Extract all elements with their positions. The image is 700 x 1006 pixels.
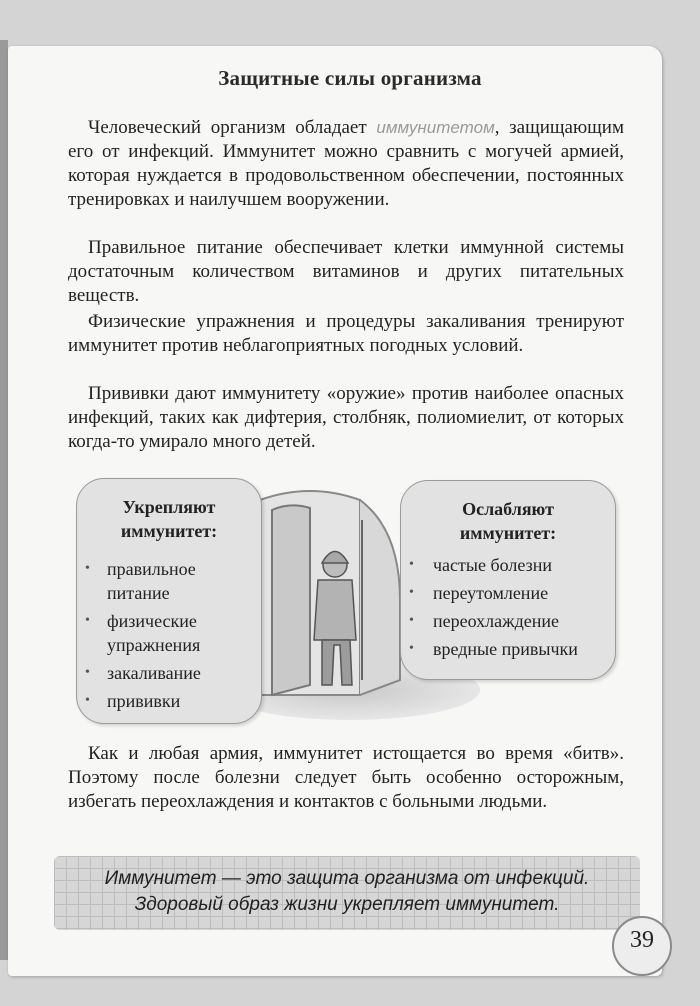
weaken-immunity-box bbox=[400, 480, 616, 680]
paragraph-nutrition-text: Правильное питание обеспечивает клетки иммунной системы достаточным количеством витаминов и других питательных веществ. bbox=[68, 237, 624, 306]
page-number: 39 bbox=[630, 927, 654, 953]
paragraph-immunity bbox=[68, 116, 624, 212]
door-leaf bbox=[272, 505, 310, 695]
list-item: • переутомление bbox=[401, 581, 615, 605]
paragraph-exercise bbox=[68, 310, 624, 358]
term-immunity: иммунитетом bbox=[376, 118, 495, 137]
guard-doorway-illustration bbox=[250, 480, 420, 710]
weaken-title-line2: иммунитет: bbox=[459, 523, 557, 543]
weaken-title-line1: Ослабляют bbox=[462, 499, 554, 519]
page-edge bbox=[0, 40, 8, 960]
list-item: • вредные привычки bbox=[401, 637, 615, 661]
immunity-illustration bbox=[70, 470, 630, 730]
paragraph-nutrition bbox=[68, 236, 624, 308]
paragraph-recovery bbox=[68, 742, 624, 814]
summary-line-1: Иммунитет — это защита организма от инфекций. bbox=[104, 868, 590, 889]
strengthen-immunity-box bbox=[76, 478, 262, 724]
strengthen-list bbox=[77, 557, 261, 713]
paragraph-vaccination bbox=[68, 382, 624, 454]
list-item: • правильное питание bbox=[77, 557, 217, 605]
list-item: • физические упражнения bbox=[77, 609, 227, 657]
paragraph-immunity-rest: , защищающим его от инфекций. Иммунитет можно сравнить с могучей армией, которая нуждается в продовольственном обеспечении, постоянных тренировках и наилучшем вооружении. bbox=[68, 117, 624, 210]
page-title: Защитные силы организма bbox=[218, 66, 482, 90]
strengthen-title-line2: иммунитет: bbox=[120, 521, 218, 541]
list-item: • частые болезни bbox=[401, 553, 615, 577]
paragraph-recovery-text: Как и любая армия, иммунитет истощается во время «битв». Поэтому после болезни следует быть особенно осторожным, избегать переохлаждения и контактов с больными людьми. bbox=[68, 743, 624, 812]
paragraph-immunity-lead: Человеческий организм обладает bbox=[88, 117, 377, 138]
strengthen-title-line1: Укрепляют bbox=[122, 497, 216, 517]
paragraph-exercise-text: Физические упражнения и процедуры закаливания тренируют иммунитет против неблагоприятных погодных условий. bbox=[68, 311, 624, 356]
list-item: • переохлаждение bbox=[401, 609, 615, 633]
guard-body bbox=[314, 580, 356, 640]
weaken-list bbox=[401, 553, 615, 661]
weaken-title bbox=[401, 497, 615, 545]
summary-line-2: Здоровый образ жизни укрепляет иммунитет. bbox=[134, 894, 560, 915]
door-arch bbox=[360, 500, 400, 695]
paragraph-vaccination-text: Прививки дают иммунитету «оружие» против наиболее опасных инфекций, таких как дифтерия, столбняк, полиомиелит, от которых когда-то умирало много детей. bbox=[68, 383, 624, 452]
strengthen-title bbox=[77, 495, 261, 543]
list-item: • закаливание bbox=[77, 661, 261, 685]
list-item: • прививки bbox=[77, 689, 261, 713]
